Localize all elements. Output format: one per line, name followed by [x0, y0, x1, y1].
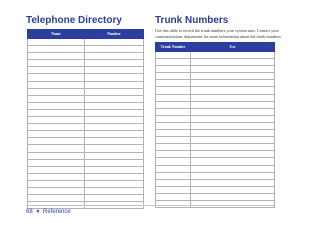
table-cell[interactable] — [85, 131, 144, 138]
table-cell[interactable] — [28, 131, 85, 138]
table-row — [156, 94, 275, 101]
table-row — [28, 173, 144, 180]
table-row — [156, 66, 275, 73]
table-cell[interactable] — [28, 124, 85, 131]
table-cell[interactable] — [156, 165, 191, 172]
table-cell[interactable] — [191, 52, 275, 59]
table-cell[interactable] — [85, 109, 144, 116]
table-row — [28, 195, 144, 202]
table-cell[interactable] — [156, 122, 191, 129]
table-row — [28, 53, 144, 60]
table-cell[interactable] — [85, 88, 144, 95]
table-cell[interactable] — [191, 108, 275, 115]
table-cell[interactable] — [156, 172, 191, 179]
table-row — [156, 80, 275, 87]
table-row — [156, 158, 275, 165]
table-cell[interactable] — [156, 186, 191, 193]
table-cell[interactable] — [191, 94, 275, 101]
table-row — [28, 46, 144, 53]
trunk-numbers-table — [155, 42, 275, 208]
table-row — [28, 152, 144, 159]
table-cell[interactable] — [28, 195, 85, 202]
table-cell[interactable] — [28, 39, 85, 46]
table-header-row — [28, 30, 144, 39]
table-cell[interactable] — [85, 166, 144, 173]
table-cell[interactable] — [156, 87, 191, 94]
table-cell[interactable] — [191, 115, 275, 122]
table-row — [156, 108, 275, 115]
table-header-row — [156, 43, 275, 52]
table-cell[interactable] — [156, 59, 191, 66]
table-row — [156, 101, 275, 108]
table-cell[interactable] — [191, 101, 275, 108]
column-header-number: Number — [85, 30, 144, 39]
table-cell[interactable] — [191, 137, 275, 144]
table-cell[interactable] — [85, 117, 144, 124]
table-cell[interactable] — [191, 144, 275, 151]
table-cell[interactable] — [28, 88, 85, 95]
table-cell[interactable] — [28, 60, 85, 67]
table-cell[interactable] — [191, 87, 275, 94]
table-cell[interactable] — [156, 73, 191, 80]
column-header-name: Name — [28, 30, 85, 39]
table-row — [156, 122, 275, 129]
table-cell[interactable] — [156, 115, 191, 122]
table-cell[interactable] — [85, 39, 144, 46]
table-row — [156, 172, 275, 179]
table-cell[interactable] — [191, 122, 275, 129]
table-row — [156, 130, 275, 137]
table-cell[interactable] — [156, 158, 191, 165]
table-row — [28, 88, 144, 95]
table-cell[interactable] — [85, 173, 144, 180]
table-row — [28, 159, 144, 166]
table-row — [156, 144, 275, 151]
table-cell[interactable] — [28, 138, 85, 145]
table-cell[interactable] — [191, 158, 275, 165]
table-cell[interactable] — [156, 179, 191, 186]
table-cell[interactable] — [156, 193, 191, 200]
table-row — [28, 60, 144, 67]
telephone-directory-title: Telephone Directory — [26, 15, 122, 26]
table-cell[interactable] — [156, 52, 191, 59]
table-row — [156, 151, 275, 158]
table-row — [156, 179, 275, 186]
trunk-numbers-intro: Use this table to record the trunk numbers your system uses. Contact your communications department for more information about the trunk numbers. — [155, 28, 282, 39]
table-cell[interactable] — [85, 95, 144, 102]
table-cell[interactable] — [156, 80, 191, 87]
table-cell[interactable] — [191, 73, 275, 80]
column-header-trunk-number: Trunk Number — [156, 43, 191, 52]
triangle-down-icon: ▼ — [35, 209, 41, 215]
table-row — [156, 87, 275, 94]
table-row — [28, 95, 144, 102]
table-row — [28, 124, 144, 131]
table-cell[interactable] — [191, 59, 275, 66]
table-cell[interactable] — [28, 145, 85, 152]
table-cell[interactable] — [85, 46, 144, 53]
table-row — [28, 166, 144, 173]
table-row — [28, 102, 144, 109]
table-cell[interactable] — [85, 187, 144, 194]
table-row — [156, 73, 275, 80]
table-row — [156, 186, 275, 193]
table-row — [28, 131, 144, 138]
table-cell[interactable] — [85, 74, 144, 81]
table-row — [156, 165, 275, 172]
table-row — [156, 59, 275, 66]
telephone-directory-rows — [28, 39, 144, 209]
table-cell[interactable] — [191, 66, 275, 73]
table-cell[interactable] — [28, 109, 85, 116]
table-cell[interactable] — [191, 193, 275, 200]
trunk-numbers-rows — [156, 52, 275, 208]
table-cell[interactable] — [85, 180, 144, 187]
table-cell[interactable] — [191, 80, 275, 87]
table-cell[interactable] — [85, 195, 144, 202]
table-cell[interactable] — [156, 101, 191, 108]
table-cell[interactable] — [28, 180, 85, 187]
table-row — [28, 138, 144, 145]
table-cell[interactable] — [156, 94, 191, 101]
table-cell[interactable] — [156, 144, 191, 151]
table-cell[interactable] — [28, 95, 85, 102]
table-cell[interactable] — [85, 159, 144, 166]
page-number: 68 — [26, 209, 33, 215]
table-cell[interactable] — [28, 187, 85, 194]
table-cell[interactable] — [191, 130, 275, 137]
table-cell[interactable] — [28, 53, 85, 60]
table-cell[interactable] — [28, 117, 85, 124]
table-cell[interactable] — [156, 108, 191, 115]
footer-divider — [26, 205, 274, 206]
table-cell[interactable] — [85, 60, 144, 67]
table-cell[interactable] — [28, 159, 85, 166]
table-cell[interactable] — [85, 53, 144, 60]
table-row — [28, 187, 144, 194]
table-row — [28, 117, 144, 124]
table-cell[interactable] — [85, 102, 144, 109]
table-cell[interactable] — [85, 81, 144, 88]
table-cell[interactable] — [156, 151, 191, 158]
table-cell[interactable] — [191, 165, 275, 172]
table-cell[interactable] — [85, 145, 144, 152]
table-row — [28, 67, 144, 74]
table-cell[interactable] — [28, 74, 85, 81]
table-cell[interactable] — [85, 67, 144, 74]
trunk-numbers-title: Trunk Numbers — [155, 15, 229, 26]
table-cell[interactable] — [156, 130, 191, 137]
table-row — [156, 193, 275, 200]
table-row — [28, 74, 144, 81]
table-row — [28, 39, 144, 46]
footer-section-label: Reference — [42, 209, 71, 215]
table-row — [28, 81, 144, 88]
table-row — [156, 115, 275, 122]
table-cell[interactable] — [28, 67, 85, 74]
table-cell[interactable] — [191, 186, 275, 193]
table-row — [28, 180, 144, 187]
table-cell[interactable] — [191, 172, 275, 179]
table-cell[interactable] — [85, 124, 144, 131]
table-cell[interactable] — [28, 152, 85, 159]
page-footer — [26, 208, 71, 216]
table-cell[interactable] — [28, 102, 85, 109]
table-cell[interactable] — [85, 138, 144, 145]
table-row — [28, 145, 144, 152]
table-cell[interactable] — [28, 166, 85, 173]
table-cell[interactable] — [28, 173, 85, 180]
telephone-directory-table — [27, 29, 144, 209]
table-cell[interactable] — [191, 151, 275, 158]
column-header-use: Use — [191, 43, 275, 52]
table-cell[interactable] — [28, 46, 85, 53]
table-row — [28, 109, 144, 116]
table-cell[interactable] — [28, 81, 85, 88]
table-cell[interactable] — [156, 137, 191, 144]
table-cell[interactable] — [191, 179, 275, 186]
table-cell[interactable] — [156, 66, 191, 73]
table-row — [156, 52, 275, 59]
table-cell[interactable] — [85, 152, 144, 159]
table-row — [156, 137, 275, 144]
